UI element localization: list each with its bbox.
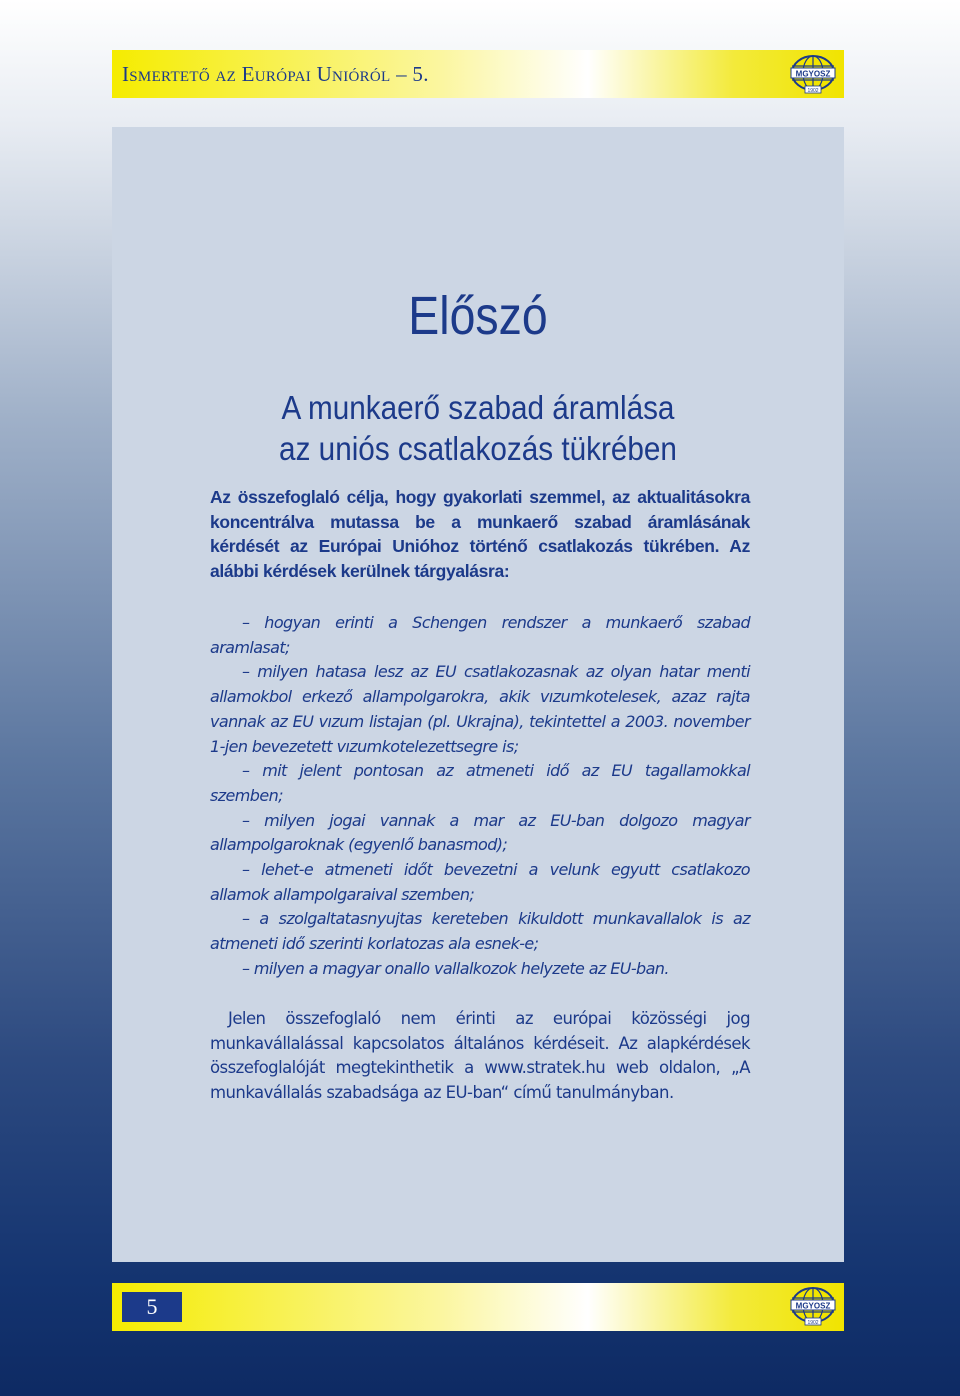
list-item: – mit jelent pontosan az atmeneti idő az EU tagallamokkal szemben; — [210, 761, 750, 805]
list-item: – milyen hatasa lesz az EU csatlakozasnak az olyan hatar menti allamokbol erkező allampolgarokra, akik vızumkotelesek, azaz rajta vannak az EU vızum listajan (pl. Ukrajna), tekintettel a 2003. november 1-jen bevezetett vızumkotelezettsegre is; — [210, 662, 750, 756]
logo-year: 1902 — [807, 88, 819, 94]
closing-text: Jelen összefoglaló nem érinti az európai közösségi jog munkavállalással kapcsolatos általános kérdéseit. Az alapkérdések összefoglalóját megtekinthetik a www.stratek.hu web oldalon, „A munkavállalás szabadsága az EU-ban“ című tanulmányban. — [210, 1009, 750, 1103]
running-header — [112, 50, 844, 98]
page-title: Előszó — [408, 286, 548, 346]
running-title: Ismertető az Európai Unióról – 5. — [122, 62, 429, 86]
subtitle-line-2: az uniós csatlakozás tükrében — [279, 430, 677, 467]
intro-paragraph: Az összefoglaló célja, hogy gyakorlati szemmel, az aktualitásokra koncentrálva mutassa be a munkaerő szabad áramlásának kérdését az Európai Unióhoz történő csatlakozás tükrében. Az alábbi kérdések kerülnek tárgyalásra: — [210, 487, 750, 581]
mgyosz-logo-icon — [788, 1285, 838, 1327]
closing-paragraph — [210, 1007, 750, 1106]
list-item: – milyen a magyar onallo vallalkozok helyzete az EU-ban. — [242, 958, 669, 978]
list-item: – lehet-e atmeneti időt bevezetni a velunk egyutt csatlakozo allamok allampolgaraival szemben; — [210, 860, 750, 904]
logo-year: 1902 — [807, 1320, 819, 1326]
question-list — [210, 611, 750, 982]
content-panel — [112, 127, 844, 1262]
subtitle-line-1: A munkaerő szabad áramlása — [281, 389, 675, 426]
page-footer — [112, 1283, 844, 1331]
list-item: – milyen jogai vannak a mar az EU-ban dolgozo magyar allampolgaroknak (egyenlő banasmod); — [210, 810, 750, 855]
logo-text: MGYOSZ — [795, 1301, 831, 1311]
list-item: – hogyan erinti a Schengen rendszer a munkaerő szabad aramlasat; — [210, 613, 750, 657]
mgyosz-logo-icon — [788, 53, 838, 95]
page-number: 5 — [122, 1292, 182, 1322]
list-item: – a szolgaltatasnyujtas kereteben kikuldott munkavallalok is az atmeneti idő szerinti korlatozas ala esnek-e; — [210, 909, 750, 954]
logo-text: MGYOSZ — [795, 69, 831, 79]
